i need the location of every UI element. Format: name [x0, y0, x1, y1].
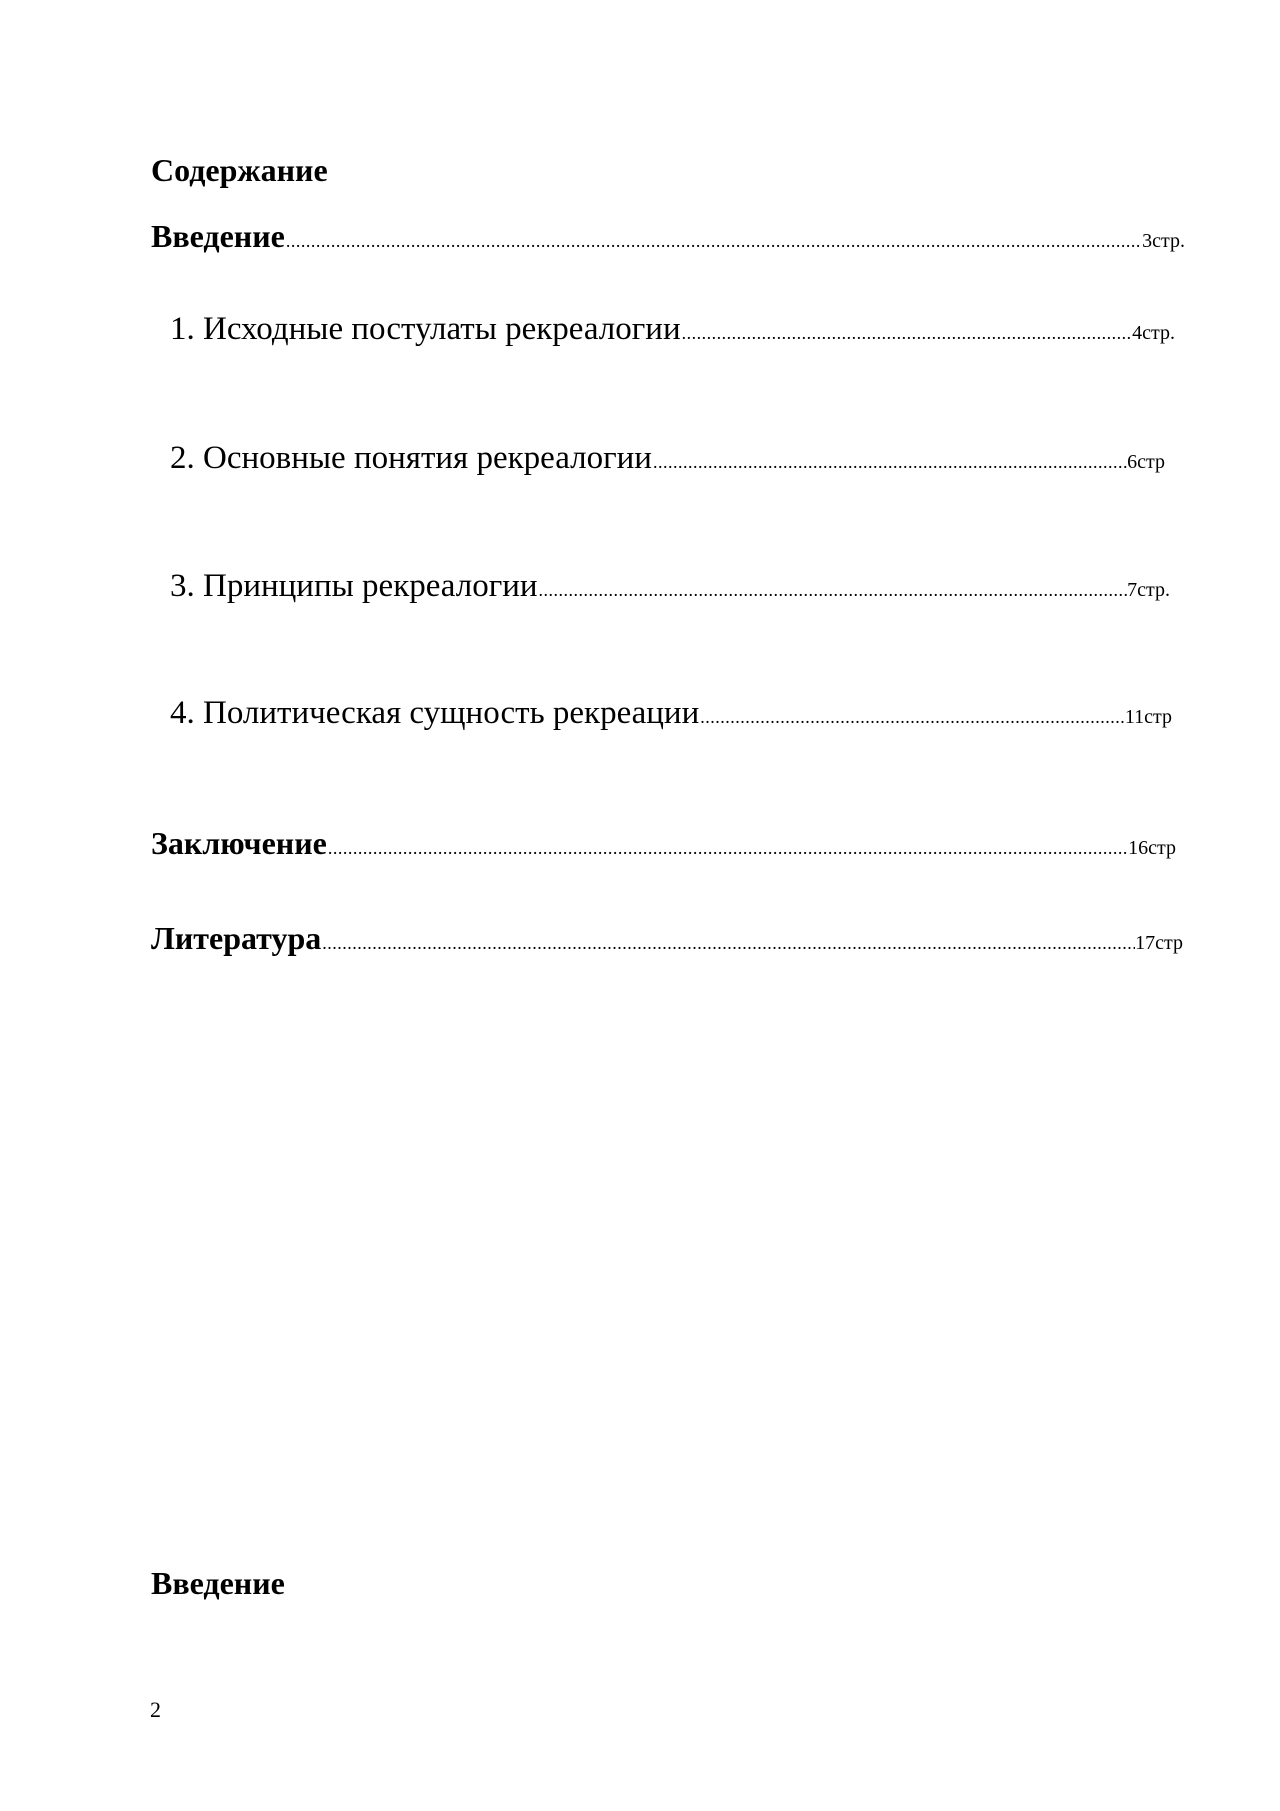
toc-dot-leader: [286, 231, 1142, 252]
toc-entry-label: Заключение: [151, 825, 327, 861]
toc-entry-page: 4стр.: [1132, 322, 1175, 344]
toc-entry[interactable]: [170, 440, 1165, 477]
toc-entry[interactable]: [170, 311, 1175, 348]
toc-entry-page: 16стр: [1128, 837, 1176, 859]
page-number: 2: [150, 1697, 161, 1722]
toc-dot-leader: [682, 323, 1133, 344]
toc-dot-leader: [322, 933, 1135, 954]
toc-entry-page: 6стр: [1127, 451, 1165, 473]
toc-entry[interactable]: [170, 568, 1170, 605]
toc-title: Содержание: [151, 152, 328, 188]
toc-entry-page: 17стр: [1135, 932, 1183, 954]
toc-dot-leader: [328, 838, 1128, 859]
toc-entry-page: 11стр: [1124, 706, 1172, 728]
toc-dot-leader: [700, 707, 1125, 728]
toc-entry[interactable]: [151, 920, 1183, 957]
toc-dot-leader: [539, 580, 1128, 601]
toc-entry-label: 4. Политическая сущность рекреации: [170, 695, 700, 731]
toc-entry[interactable]: [151, 218, 1185, 255]
toc-entry-label: 1. Исходные постулаты рекреалогии: [170, 311, 681, 347]
section-heading: Введение: [151, 1565, 285, 1601]
toc-entry-label: 2. Основные понятия рекреалогии: [170, 440, 652, 476]
toc-dot-leader: [653, 452, 1127, 473]
toc-entry-label: Введение: [151, 218, 285, 254]
toc-entry-label: 3. Принципы рекреалогии: [170, 568, 538, 604]
toc-entry-page: 7стр.: [1127, 579, 1170, 601]
toc-entry[interactable]: [170, 695, 1172, 732]
toc-entry-label: Литература: [151, 920, 322, 956]
toc-entry-page: 3стр.: [1142, 230, 1185, 252]
toc-entry[interactable]: [151, 825, 1176, 862]
